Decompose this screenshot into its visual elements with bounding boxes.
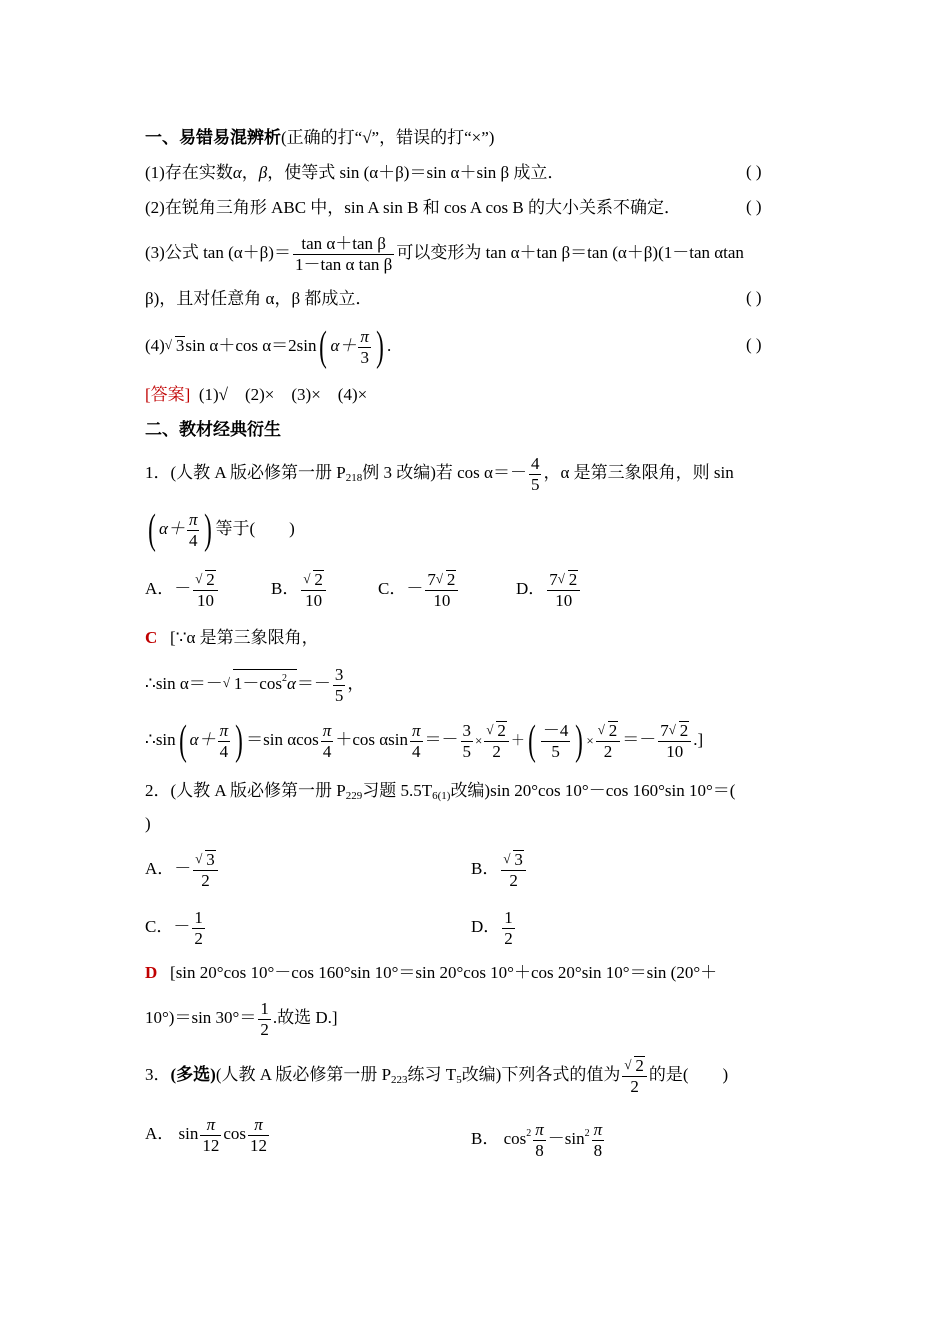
- radicand: 3: [206, 849, 215, 869]
- fraction-denominator: 4: [412, 741, 421, 761]
- left-paren-icon: (: [178, 718, 187, 765]
- option-fraction: [192, 908, 205, 949]
- p3-option-b[interactable]: [471, 1111, 606, 1162]
- times-sign: ×: [586, 733, 594, 748]
- option-key: A．: [145, 1124, 175, 1143]
- option-key: D．: [516, 579, 546, 598]
- p2-option-a[interactable]: [145, 846, 220, 892]
- problem-source-tail: 例 3 改编): [362, 463, 436, 482]
- option-key: A．: [145, 859, 175, 878]
- radical-icon: √: [303, 570, 311, 586]
- fraction-denominator: 10: [555, 590, 573, 610]
- right-paren-icon: ): [235, 718, 243, 765]
- radical-icon: √: [486, 721, 494, 737]
- fraction-denominator: 4: [219, 741, 229, 761]
- page-subscript: 218: [345, 472, 363, 484]
- minus-four-fifths: [529, 454, 542, 495]
- left-paren-icon: (: [528, 718, 536, 765]
- alpha-plus: α＋: [159, 519, 185, 538]
- three-fifths: [461, 721, 474, 762]
- p1-solution-line-2: [145, 662, 364, 706]
- sqrt2-over-2: [596, 721, 621, 762]
- left-paren-icon: (: [148, 507, 156, 554]
- p1-solution-line-1: [145, 627, 319, 649]
- option-fraction: [193, 850, 218, 891]
- option-key: B．: [271, 579, 300, 598]
- equals-minus: ＝－: [296, 674, 331, 693]
- radicand: 1－cos: [233, 674, 282, 693]
- answer-blank-4[interactable]: ( ): [746, 335, 762, 354]
- problem-source: (人教 A 版必修第一册 P: [170, 781, 346, 800]
- pi-over-4: [321, 721, 334, 762]
- fraction-denominator: 4: [322, 741, 332, 761]
- radical-icon: √: [222, 675, 230, 690]
- fraction-denominator: 8: [593, 1140, 603, 1160]
- fraction-numerator: π: [200, 1115, 221, 1136]
- fraction-denominator: 2: [603, 741, 613, 761]
- coefficient: 7: [660, 720, 669, 740]
- judge-item-2: (2)在锐角三角形 ABC 中，sin A sin B 和 cos A cos B 的大小关系不确定．: [145, 198, 682, 217]
- radicand: 2: [568, 569, 578, 589]
- pi-over-4: [187, 510, 200, 551]
- pi-over-8: [533, 1120, 546, 1161]
- alpha-symbol: α: [286, 674, 296, 693]
- radical-icon: √: [597, 721, 605, 737]
- radicand: 2: [446, 569, 456, 589]
- option-text: －sin: [547, 1129, 585, 1148]
- p2-option-d[interactable]: [471, 904, 517, 950]
- fraction-denominator: 5: [462, 741, 472, 761]
- option-fraction: [193, 570, 218, 611]
- solution-text: 10°)＝sin 30°＝: [145, 1008, 257, 1027]
- option-key: A．: [145, 579, 175, 598]
- answer-values: (1)√ (2)× (3)× (4)×: [198, 385, 368, 404]
- option-sign: －: [174, 579, 192, 598]
- alpha-symbol: α: [232, 163, 242, 182]
- stem-text: 若 cos α＝－: [435, 463, 527, 482]
- option-fraction: [547, 570, 580, 611]
- fraction-numerator: π: [360, 326, 369, 346]
- sqrt2-over-2: [622, 1056, 647, 1097]
- fraction-numerator: π: [412, 720, 421, 740]
- radicand: 3: [175, 336, 185, 355]
- exponent: 2: [281, 673, 287, 684]
- item-text: sin α＋cos α＝2sin: [185, 336, 317, 355]
- p2-option-b[interactable]: [471, 846, 528, 892]
- judge-item-4: [145, 323, 391, 369]
- three-fifths: [333, 665, 346, 706]
- problem-source: (人教 A 版必修第一册 P: [170, 463, 346, 482]
- option-text: sin: [178, 1124, 199, 1143]
- problem-source-mid: 练习 T: [407, 1065, 457, 1084]
- equals-minus: ＝－: [424, 730, 459, 749]
- page-subscript: 229: [345, 790, 363, 802]
- fraction-denominator: 5: [334, 685, 344, 705]
- one-half: [258, 999, 271, 1040]
- fraction-denominator: 12: [202, 1135, 220, 1155]
- exercise-subscript: 5: [456, 1074, 462, 1086]
- radicand: 2: [314, 569, 323, 589]
- fraction-numerator: tan α＋tan β: [293, 234, 394, 255]
- fraction-denominator: 10: [433, 590, 451, 610]
- p2-option-c[interactable]: [145, 904, 207, 950]
- section1-title: 一、易错易混辨析: [145, 128, 281, 147]
- radical-icon: √: [668, 721, 676, 737]
- sqrt-3: [165, 323, 186, 369]
- problem-2-stem: [145, 780, 735, 807]
- fraction-denominator: 2: [260, 1019, 269, 1039]
- answer-blank-3[interactable]: ( ): [746, 288, 762, 307]
- solution-text: ＋cos αsin: [335, 730, 408, 749]
- problem-number: 3．: [145, 1065, 171, 1084]
- stem-tail: 等于( ): [215, 519, 295, 538]
- fraction-denominator: 2: [201, 870, 210, 890]
- judge-item-3-cont: β)，且对任意角 α，β 都成立．: [145, 289, 373, 308]
- formula-tail: 可以变形为 tan α＋tan β＝tan (α＋β)(1－tan αtan: [396, 243, 744, 262]
- answer-key: C: [145, 628, 158, 647]
- option-fraction: [301, 570, 326, 611]
- option-key: C．: [145, 917, 174, 936]
- fraction-numerator: π: [248, 1115, 269, 1136]
- fraction-numerator: 3: [334, 664, 344, 684]
- option-sign: －: [174, 859, 192, 878]
- fraction-numerator: －4: [542, 720, 569, 740]
- pi-over-3: [358, 327, 371, 368]
- stem-text: sin 20°cos 10°－cos 160°sin 10°＝(: [490, 781, 736, 800]
- radical-icon: √: [624, 1056, 632, 1072]
- exercise-subscript: 6(1): [432, 790, 451, 802]
- pi-over-12: [248, 1115, 269, 1156]
- solution-end: .故选 D.]: [272, 1008, 338, 1027]
- fraction-numerator: 1: [194, 907, 203, 927]
- sqrt2-over-2: [484, 721, 509, 762]
- option-sign: －: [406, 579, 424, 598]
- p2-solution-line-2: [145, 996, 338, 1040]
- plus-sign: ＋: [510, 734, 525, 749]
- problem-source-tail: 改编): [450, 781, 491, 800]
- problem-number: 1．: [145, 463, 171, 482]
- solution-text: ∴sin: [145, 730, 176, 749]
- problem-1-stem: [145, 451, 734, 500]
- answer-blank-1[interactable]: ( ): [746, 162, 762, 181]
- alpha-plus: α＋: [330, 336, 357, 355]
- fraction-numerator: π: [535, 1119, 544, 1139]
- option-sign: －: [173, 917, 191, 936]
- comma: ，: [347, 674, 365, 693]
- answer-label: [答案]: [145, 385, 191, 404]
- fraction-denominator: 2: [509, 870, 518, 890]
- p3-option-a[interactable]: [145, 1111, 271, 1157]
- fraction-numerator: π: [219, 720, 229, 740]
- period: .: [386, 336, 392, 355]
- stem-text-tail: ，α 是第三象限角，则 sin: [543, 463, 734, 482]
- answer-blank-2[interactable]: ( ): [746, 197, 762, 216]
- exponent: 2: [526, 1128, 532, 1139]
- p1-option-c[interactable]: [378, 566, 460, 612]
- radicand: 2: [608, 720, 618, 740]
- radical-icon: √: [435, 570, 443, 586]
- problem-1-stem-cont: [145, 506, 295, 552]
- equals-minus: ＝－: [622, 730, 657, 749]
- stem-text: 下列各式的值为: [501, 1065, 621, 1084]
- sqrt-expression: [223, 662, 297, 706]
- pi-over-8: [592, 1120, 605, 1161]
- fraction-denominator: 2: [504, 928, 513, 948]
- option-key: D．: [471, 917, 501, 936]
- stem-tail: 的是( ): [648, 1065, 729, 1084]
- option-fraction: [502, 908, 515, 949]
- p1-option-d[interactable]: [516, 566, 582, 612]
- right-paren-icon: ): [376, 324, 384, 371]
- item-number: (1): [145, 163, 165, 182]
- right-paren-icon: ): [575, 718, 584, 765]
- fraction-denominator: 2: [630, 1076, 639, 1096]
- fraction-denominator: 1－tan α tan β: [294, 254, 393, 274]
- fraction-numerator: 3: [462, 720, 472, 740]
- item-text-tail: ，使等式 sin (α＋β)＝sin α＋sin β 成立．: [267, 163, 565, 182]
- option-key: C．: [378, 579, 407, 598]
- fraction-denominator: 5: [551, 741, 560, 761]
- solution-text: [∵α 是第三象限角，: [170, 628, 319, 647]
- option-text: cos: [503, 1129, 527, 1148]
- radicand: 2: [679, 720, 689, 740]
- solution-end: .]: [693, 730, 704, 749]
- option-fraction: [425, 570, 458, 611]
- formula-lead: (3)公式 tan (α＋β)＝: [145, 243, 291, 262]
- fraction-denominator: 5: [530, 474, 540, 494]
- section1-heading: [145, 127, 494, 149]
- radicand: 2: [497, 720, 506, 740]
- fraction-denominator: 12: [250, 1135, 268, 1155]
- minus-four-fifths: [541, 721, 571, 762]
- problem-number: 2．: [145, 781, 171, 800]
- option-key: B．: [471, 859, 500, 878]
- problem-source-mid: 习题 5.5T: [362, 781, 433, 800]
- alpha-plus: α＋: [189, 730, 216, 749]
- fraction-numerator: 1: [260, 998, 269, 1018]
- fraction-denominator: 3: [360, 347, 369, 367]
- option-fraction: [501, 850, 526, 891]
- answer-key: D: [145, 963, 158, 982]
- fraction-denominator: 8: [535, 1140, 544, 1160]
- p1-option-b[interactable]: [271, 566, 328, 612]
- solution-text: [sin 20°cos 10°－cos 160°sin 10°＝sin 20°cos 10°＋cos 20°sin 10°＝sin (20°＋: [170, 963, 718, 982]
- section2-heading: 二、教材经典衍生: [145, 420, 281, 439]
- radical-icon: √: [195, 850, 203, 866]
- radicand: 3: [514, 849, 523, 869]
- fraction-denominator: 4: [188, 530, 198, 550]
- item-text: 存在实数: [164, 163, 233, 182]
- comma: ，: [241, 163, 259, 182]
- radicand: 2: [206, 569, 215, 589]
- pi-over-12: [200, 1115, 221, 1156]
- result-fraction: [658, 721, 691, 762]
- p1-option-a[interactable]: [145, 566, 220, 612]
- solution-text: ＝sin αcos: [246, 730, 319, 749]
- p2-solution-line-1: [145, 962, 717, 984]
- fraction-denominator: 2: [194, 928, 203, 948]
- section1-note: (正确的打“√”，错误的打“×”): [281, 128, 495, 147]
- problem-3-stem: [145, 1052, 728, 1103]
- option-key: B．: [471, 1129, 500, 1148]
- radical-icon: √: [164, 337, 172, 352]
- coefficient: 7: [427, 569, 436, 589]
- fraction-denominator: 10: [305, 590, 323, 610]
- option-text: cos: [223, 1124, 247, 1143]
- fraction-denominator: 10: [197, 590, 215, 610]
- judge-item-1: [145, 162, 564, 184]
- fraction-numerator: π: [188, 509, 198, 529]
- pi-over-4: [218, 721, 231, 762]
- left-paren-icon: (: [319, 324, 328, 371]
- radical-icon: √: [503, 850, 511, 866]
- fraction-denominator: 10: [666, 741, 684, 761]
- problem-source: (人教 A 版必修第一册 P: [215, 1065, 392, 1084]
- answer-line: [145, 384, 367, 406]
- exponent: 2: [584, 1128, 590, 1139]
- radicand: 2: [635, 1055, 644, 1075]
- item-number: (4): [145, 336, 165, 355]
- radical-icon: √: [557, 570, 565, 586]
- radical-icon: √: [195, 570, 203, 586]
- times-sign: ×: [475, 733, 483, 748]
- judge-item-3: [145, 231, 744, 275]
- page-subscript: 223: [391, 1074, 408, 1086]
- problem-2-stem-cont: ): [145, 814, 151, 833]
- tan-sum-fraction: [293, 234, 394, 275]
- solution-text: ∴sin α＝－: [145, 674, 223, 693]
- coefficient: 7: [549, 569, 558, 589]
- fraction-numerator: π: [322, 720, 332, 740]
- beta-symbol: β: [258, 163, 268, 182]
- fraction-denominator: 2: [492, 741, 501, 761]
- fraction-numerator: 1: [504, 907, 513, 927]
- fraction-numerator: 4: [530, 453, 540, 473]
- multi-select-tag: (多选): [170, 1065, 216, 1084]
- fraction-numerator: π: [593, 1119, 603, 1139]
- right-paren-icon: ): [204, 507, 213, 554]
- problem-source-tail: 改编): [461, 1065, 502, 1084]
- p1-solution-line-3: [145, 716, 703, 766]
- pi-over-4: [410, 721, 423, 762]
